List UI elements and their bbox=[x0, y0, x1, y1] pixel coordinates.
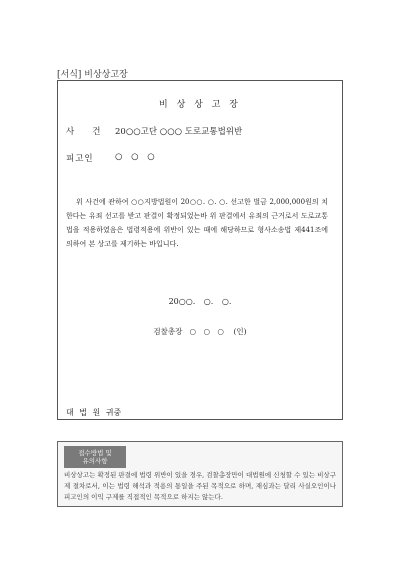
form-label: [서식] 비상상고장 bbox=[57, 70, 128, 80]
filing-date: 20○○. ○. ○. bbox=[168, 297, 232, 306]
addressee: 대 법 원 귀중 bbox=[66, 408, 122, 417]
signer-name: ○ ○ ○ bbox=[189, 327, 224, 336]
seal-mark: (인) bbox=[233, 327, 247, 336]
notice-box bbox=[57, 441, 343, 507]
defendant-label: 피고인 bbox=[66, 154, 94, 164]
appeal-document bbox=[57, 80, 343, 420]
signature-line bbox=[58, 326, 342, 337]
notice-tag-line2: 유의사항 bbox=[82, 457, 108, 465]
defendant-value: ○ ○ ○ bbox=[115, 152, 155, 162]
appeal-body-text: 위 사건에 관하여 ○○지방법원이 20○○. ○. ○. 선고한 벌금 2,000,000원의 치한다는 유죄 선고를 받고 판결이 확정되었는바 위 판결에서 유죄의 근거로서 도로교통법을 적용하였음은 법령적용에 위반이 있는 때에 해당하므로 형사소송법 제441조에 의하여 본 상고를 제기하는 바입니다. bbox=[66, 198, 328, 248]
case-value: 20○○고단 ○○○ 도로교통법위반 bbox=[115, 127, 243, 137]
document-title: 비 상 상 고 장 bbox=[159, 100, 241, 110]
notice-tag-line1: 접수방법 및 bbox=[78, 448, 112, 457]
signer-title: 검찰총장 bbox=[153, 327, 183, 336]
notice-tag bbox=[64, 446, 126, 468]
case-label: 사건 bbox=[66, 127, 119, 137]
notice-text: 비상상고는 확정된 판결에 법령 위반이 있을 경우, 검찰총장만이 대법원에 신청할 수 있는 비상구제 절차로서, 이는 법령 해석과 적용의 통일을 주된 목적으로 하며, 재심과는 달리 사실오인이나 피고인의 이익 구제를 직접적인 목적으로 하지는 않는다. bbox=[64, 471, 336, 501]
